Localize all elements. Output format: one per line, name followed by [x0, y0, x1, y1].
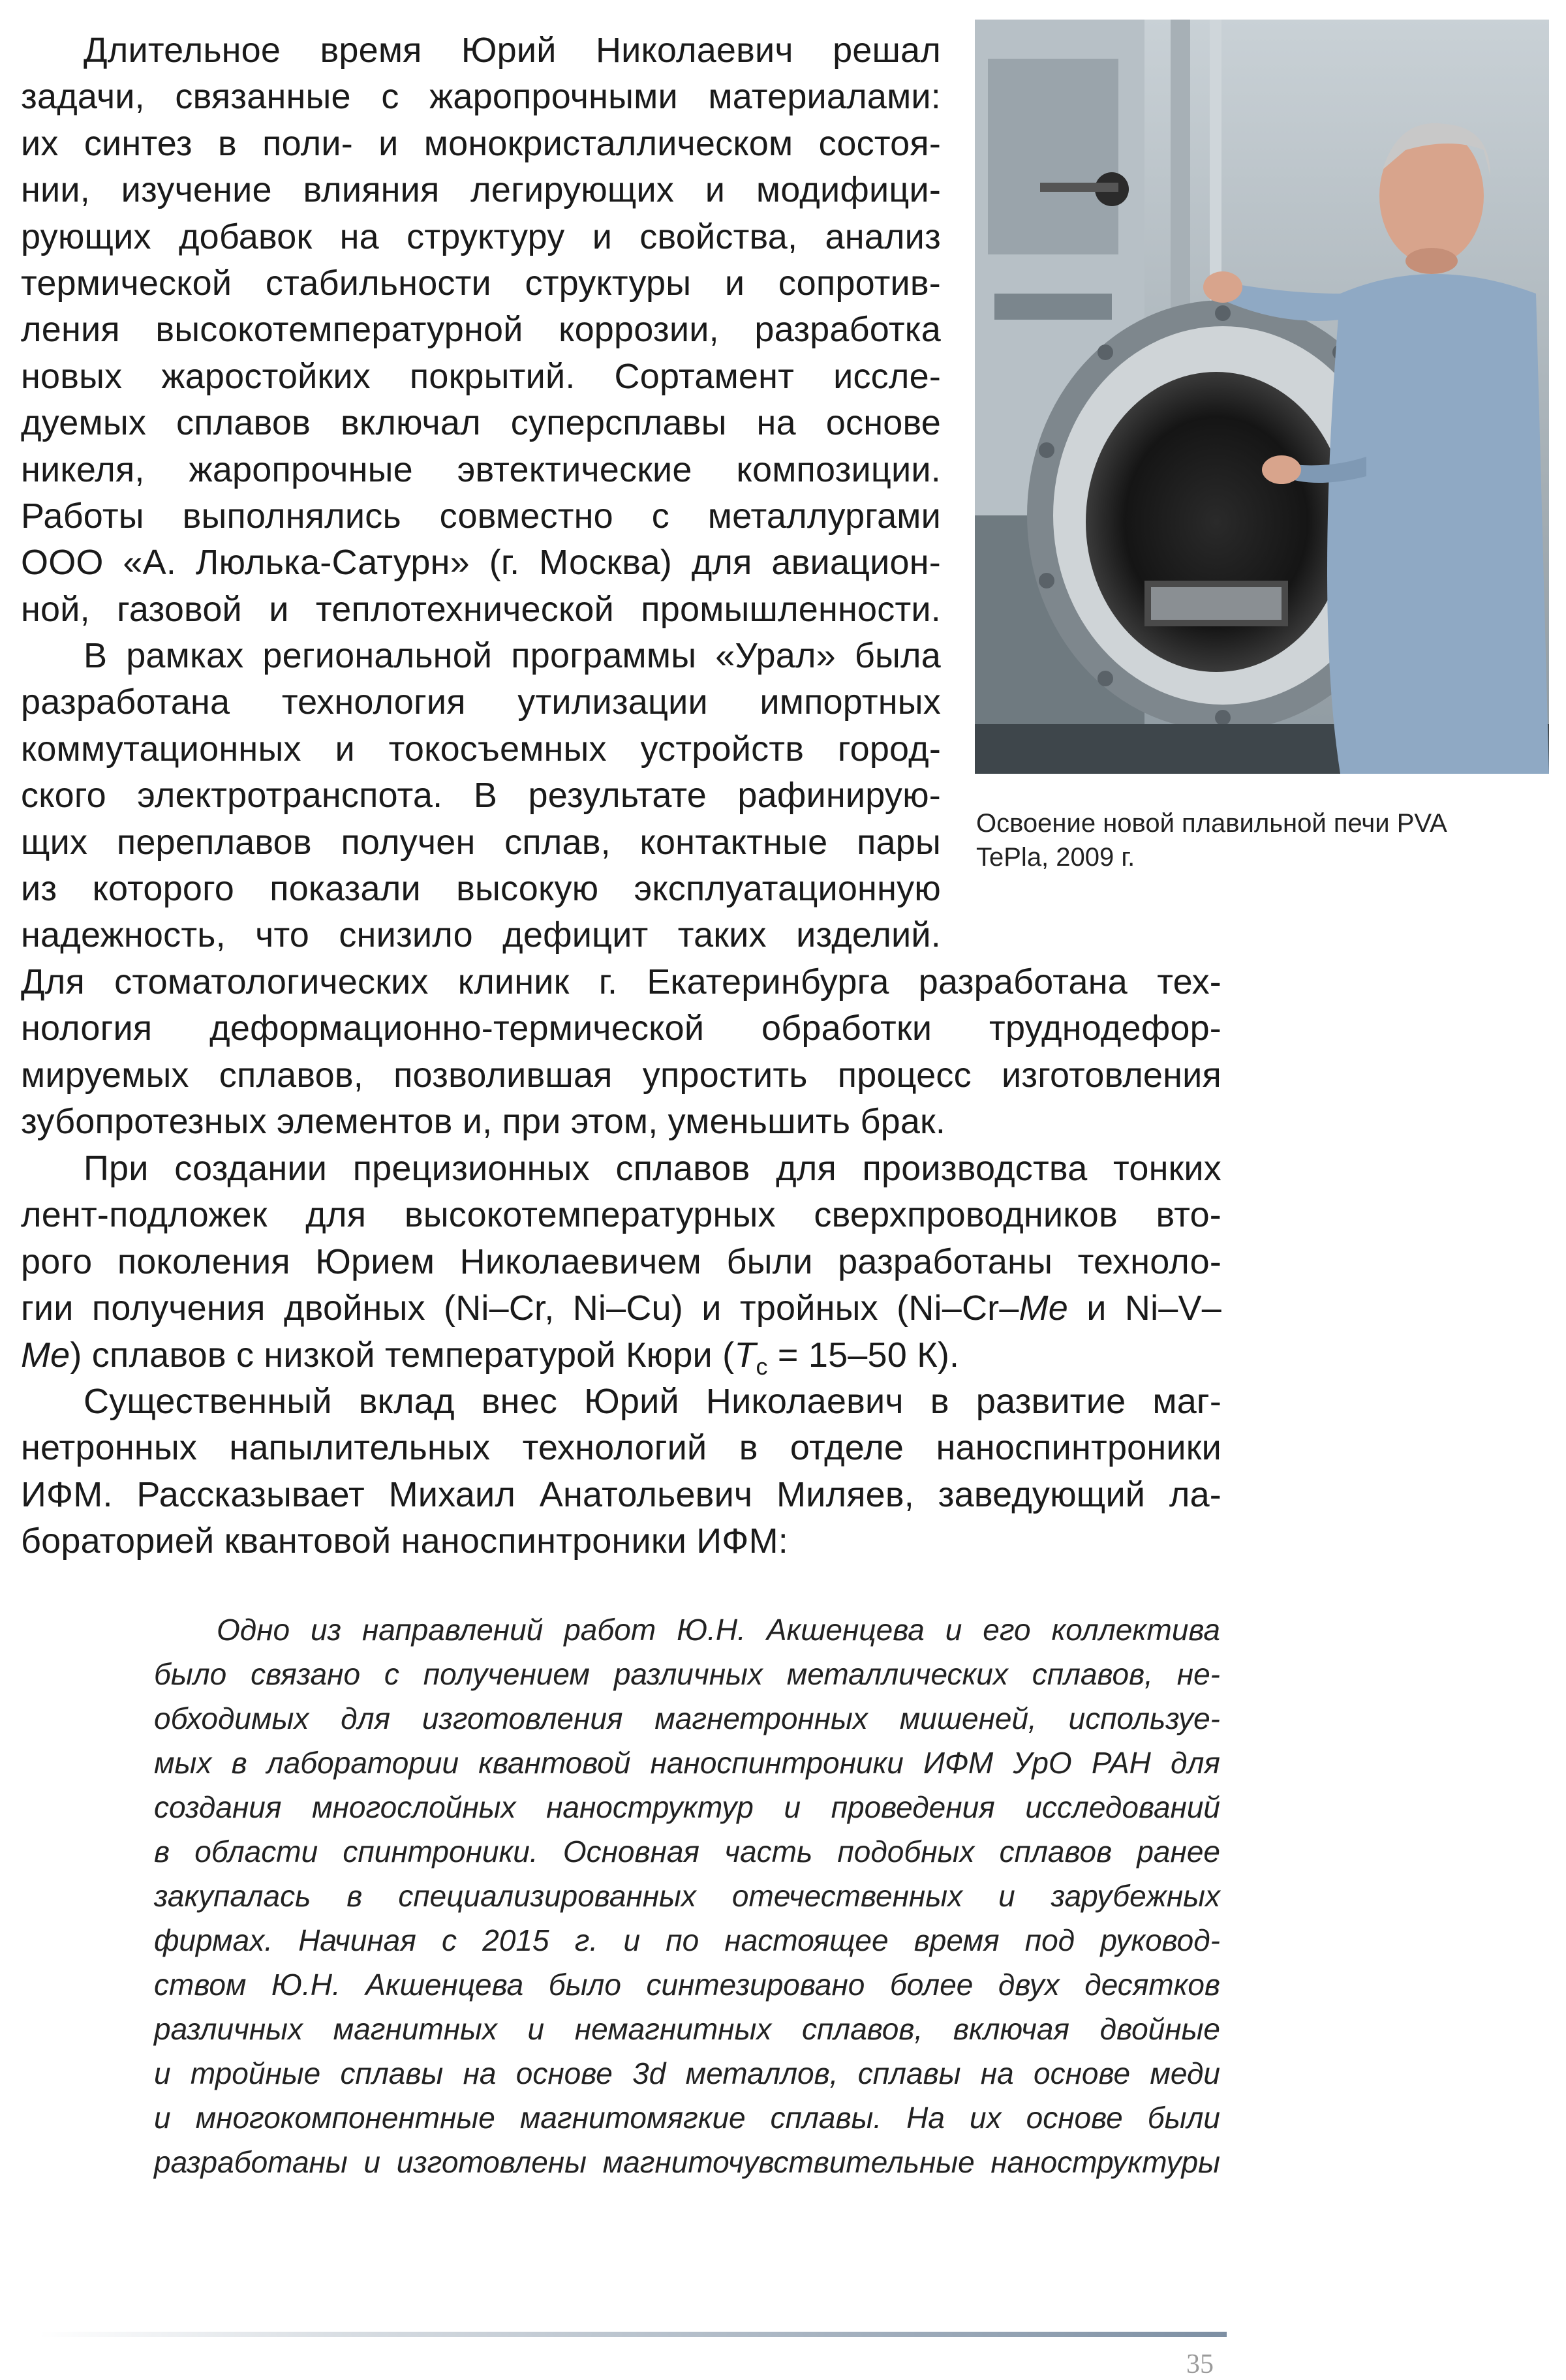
text-line: нология деформационно-термической обработки труднодефор- — [21, 1009, 1221, 1048]
text-run: гии получения двойных (Ni–Cr, Ni–Cu) и тройных (Ni–Cr– — [21, 1289, 1019, 1328]
text-line: нетронных напылительных технологий в отделе наноспинтроники — [21, 1428, 1221, 1468]
quote-line: в области спинтроники. Основная часть подобных сплавов ранее — [154, 1835, 1220, 1869]
text-line: Для стоматологических клиник г. Екатеринбурга разработана тех- — [21, 962, 1221, 1001]
quote-line: разработаны и изготовлены магниточувствительные наноструктуры — [154, 2145, 1220, 2179]
quote-line: различных магнитных и немагнитных сплавов, включая двойные — [154, 2012, 1220, 2046]
furnace-photo — [975, 20, 1549, 774]
text-line: ского электротранспота. В результате рафинирую- — [21, 776, 941, 816]
photo-caption — [976, 806, 1550, 874]
text-line: ления высокотемпературной коррозии, разработка — [21, 310, 941, 350]
text-line: Работы выполнялись совместно с металлургами — [21, 496, 941, 536]
curie-temperature-symbol: T — [734, 1335, 756, 1375]
quote-line: Одно из направлений работ Ю.Н. Акшенцева и его коллектива — [217, 1613, 1220, 1647]
quote-line: ством Ю.Н. Акшенцева было синтезировано более двух десятков — [154, 1968, 1220, 2002]
text-line: рующих добавок на структуру и свойства, анализ — [21, 217, 941, 256]
text-line: их синтез в поли- и монокристаллическом состоя- — [21, 123, 941, 163]
quote-line: закупалась в специализированных отечественных и зарубежных — [154, 1879, 1220, 1913]
caption-line: Освоение новой плавильной печи PVA — [976, 809, 1447, 838]
text-line: ООО «А. Люлька-Сатурн» (г. Москва) для авиацион- — [21, 543, 941, 583]
text-line: ной, газовой и теплотехнической промышленности. — [21, 589, 941, 629]
text-line: лент-подложек для высокотемпературных сверхпроводников вто- — [21, 1195, 1221, 1235]
paragraph-3 — [21, 1146, 1221, 1390]
quote-block — [154, 1608, 1220, 2184]
text-line: ИФМ. Рассказывает Михаил Анатольевич Миляев, заведующий ла- — [21, 1474, 1221, 1514]
quote-line: было связано с получением различных металлических сплавов, не- — [154, 1657, 1220, 1691]
caption-line: TePla, 2009 г. — [976, 843, 1135, 872]
text-line: бораторией квантовой наноспинтроники ИФМ: — [21, 1521, 788, 1561]
quote-line: мых в лаборатории квантовой наноспинтроники ИФМ УрО РАН для — [154, 1746, 1220, 1780]
paragraph-2-bottom — [21, 959, 1221, 1146]
quote-line: и тройные сплавы на основе 3d металлов, сплавы на основе меди — [154, 2056, 1220, 2090]
text-line: мируемых сплавов, позволившая упростить процесс изготовления — [21, 1055, 1221, 1095]
text-line: дуемых сплавов включал суперсплавы на основе — [21, 403, 941, 443]
text-line: При создании прецизионных сплавов для производства тонких — [84, 1149, 1221, 1188]
text-line: никеля, жаропрочные эвтектические композиции. — [21, 450, 941, 489]
paragraph-1 — [21, 27, 941, 633]
text-run: = 15–50 К). — [767, 1335, 960, 1375]
footer-rule — [39, 2332, 1227, 2337]
quote-line: создания многослойных наноструктур и проведения исследований — [154, 1790, 1220, 1824]
text-line: термической стабильности структуры и сопротив- — [21, 264, 941, 303]
text-line: надежность, что снизило дефицит таких изделий. — [21, 915, 941, 955]
text-line: нии, изучение влияния легирующих и модифици- — [21, 170, 941, 210]
text-run: ) сплавов с низкой температурой Кюри ( — [70, 1335, 735, 1375]
text-line: Длительное время Юрий Николаевич решал — [84, 31, 941, 70]
quote-line: фирмах. Начиная с 2015 г. и по настоящее время под руковод- — [154, 1923, 1220, 1957]
text-line: зубопротезных элементов и, при этом, уменьшить брак. — [21, 1102, 946, 1142]
text-line: рого поколения Юрием Николаевичем были разработаны техноло- — [21, 1242, 1221, 1281]
text-run-italic: Me — [1019, 1289, 1068, 1328]
paragraph-2-top — [21, 633, 941, 959]
quote-line: обходимых для изготовления магнетронных мишеней, используе- — [154, 1701, 1220, 1735]
paragraph-4 — [21, 1379, 1221, 1565]
page-number: 35 — [1186, 2349, 1214, 2379]
curie-temperature-subscript: c — [756, 1352, 768, 1380]
text-line: задачи, связанные с жаропрочными материалами: — [21, 77, 941, 117]
text-line: из которого показали высокую эксплуатационную — [21, 869, 941, 909]
text-line: Существенный вклад внес Юрий Николаевич в развитие маг- — [84, 1382, 1221, 1421]
text-line-formula — [21, 1285, 1221, 1332]
text-run: и Ni–V– — [1068, 1289, 1221, 1328]
quote-line: и многокомпонентные магнитомягкие сплавы. На их основе были — [154, 2101, 1220, 2135]
text-line: щих переплавов получен сплав, контактные пары — [21, 822, 941, 862]
text-line: новых жаростойких покрытий. Сортамент иссле- — [21, 356, 941, 396]
text-line: В рамках региональной программы «Урал» была — [84, 636, 941, 675]
text-line: разработана технология утилизации импортных — [21, 682, 941, 722]
text-run-italic: Me — [21, 1335, 70, 1375]
text-line: коммутационных и токосъемных устройств город- — [21, 729, 941, 769]
